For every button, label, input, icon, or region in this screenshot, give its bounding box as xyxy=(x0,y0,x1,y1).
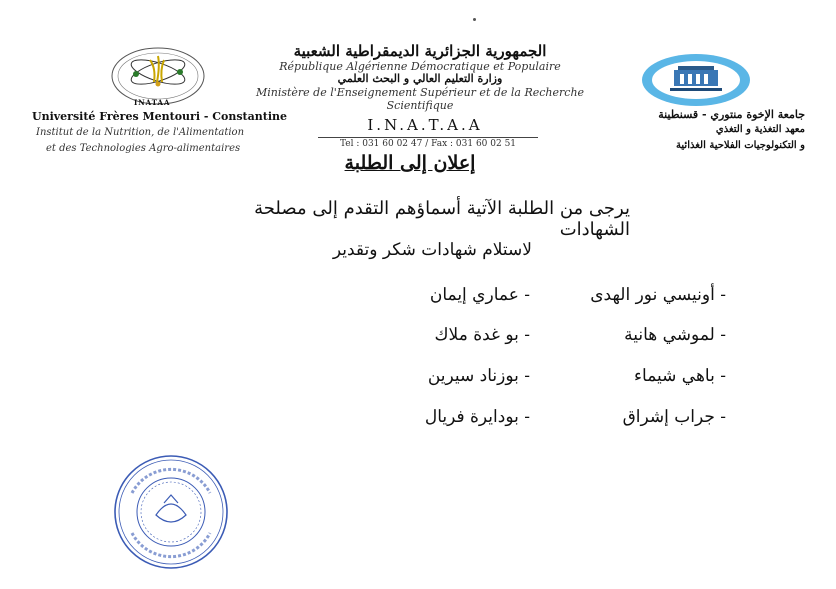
student-right-2: - لموشي هانية xyxy=(624,325,726,345)
header-ar-institute-1: معهد التغذية و التغذي xyxy=(715,124,805,135)
student-right-4: - جراب إشراق xyxy=(622,407,726,427)
header-ar-republic: الجمهورية الجزائرية الديمقراطية الشعبية xyxy=(293,42,547,60)
student-right-1: - أونيسي نور الهدى xyxy=(590,285,726,305)
student-right-3: - باهي شيماء xyxy=(634,366,726,386)
university-logo xyxy=(640,52,752,108)
student-left-3: - بوزناد سيرين xyxy=(427,366,530,386)
header-acronym: I.N.A.T.A.A xyxy=(367,116,483,134)
inataa-logo xyxy=(100,44,220,114)
top-dot xyxy=(473,18,476,21)
header-fr-university: Université Frères Mentouri - Constantine xyxy=(32,110,287,123)
announcement-title: إعلان إلى الطلبة xyxy=(344,152,476,174)
header-ar-institute-2: و التكنولوجيات الفلاحية الغذائية xyxy=(676,140,805,151)
header-fr-ministry: Ministère de l'Enseignement Supérieur et de la Recherche Scientifique xyxy=(255,86,585,112)
announcement-line-1: يرجى من الطلبة الآتية أسماؤهم التقدم إلى مصلحة الشهادات xyxy=(254,198,630,240)
official-stamp xyxy=(112,453,230,571)
university-logo-icon xyxy=(640,52,752,108)
header-phone: Tel : 031 60 02 47 / Fax : 031 60 02 51 xyxy=(318,137,538,149)
student-left-4: - بودايرة فريال xyxy=(424,407,530,427)
header-ar-university: جامعة الإخوة منتوري - قسنطينة xyxy=(658,108,805,121)
official-stamp-icon xyxy=(112,453,230,571)
header-ar-ministry: وزارة التعليم العالي و البحث العلمي xyxy=(337,72,503,85)
header-fr-institute-1: Institut de la Nutrition, de l'Alimentation xyxy=(36,127,245,138)
student-left-2: - بو غدة ملاك xyxy=(434,325,530,345)
student-left-1: - عماري إيمان xyxy=(429,285,530,305)
announcement-line-2: لاستلام شهادات شكر وتقدير xyxy=(332,240,532,260)
header-fr-republic: République Algérienne Démocratique et Populaire xyxy=(279,60,561,73)
header-fr-institute-2: et des Technologies Agro-alimentaires xyxy=(46,143,241,154)
inataa-logo-label: INATAA xyxy=(134,98,171,107)
